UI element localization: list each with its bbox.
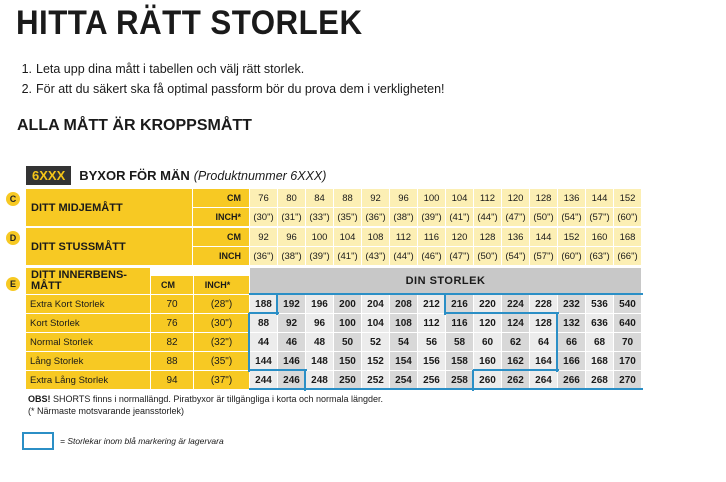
size-value: 250 xyxy=(334,371,361,389)
size-value: 44 xyxy=(250,333,277,351)
size-value: 100 xyxy=(334,314,361,332)
size-value: 148 xyxy=(306,352,333,370)
midje-inch-value: (30") xyxy=(250,208,277,226)
size-value: 70 xyxy=(614,333,641,351)
midje-cm-value: 104 xyxy=(446,189,473,207)
size-value: 48 xyxy=(306,333,333,351)
length-cm: 76 xyxy=(151,314,193,332)
midje-label: DITT MIDJEMÅTT xyxy=(26,189,192,226)
stuss-cm-value: 160 xyxy=(586,228,613,246)
size-value: 192 xyxy=(278,295,305,313)
innerben-label-line: DITT INNERBENS- xyxy=(31,269,127,281)
size-value: 540 xyxy=(614,295,641,313)
size-value: 158 xyxy=(446,352,473,370)
size-value: 88 xyxy=(250,314,277,332)
stuss-cm-value: 136 xyxy=(502,228,529,246)
size-value: 258 xyxy=(446,371,473,389)
length-cm: 70 xyxy=(151,295,193,313)
size-value: 168 xyxy=(586,352,613,370)
midje-inch-value: (44") xyxy=(474,208,501,226)
size-value: 108 xyxy=(390,314,417,332)
stock-legend-swatch xyxy=(22,432,54,450)
midje-inch-value: (33") xyxy=(306,208,333,226)
size-value: 56 xyxy=(418,333,445,351)
stock-outline-segment xyxy=(333,293,363,295)
length-inch: (30") xyxy=(194,314,249,332)
midje-inch-value: (31") xyxy=(278,208,305,226)
midje-inch-value: (60") xyxy=(614,208,641,226)
instruction-text: Leta upp dina mått i tabellen och välj rätt storlek. xyxy=(36,62,305,76)
stuss-inch-value: (50") xyxy=(474,247,501,265)
stock-outline-segment xyxy=(556,351,558,372)
midje-inch-value: (50") xyxy=(530,208,557,226)
midje-cm-value: 76 xyxy=(250,189,277,207)
stuss-unit-inch: INCH xyxy=(193,247,249,265)
size-value: 104 xyxy=(362,314,389,332)
size-value: 166 xyxy=(558,352,585,370)
size-value: 152 xyxy=(362,352,389,370)
stuss-cm-value: 104 xyxy=(334,228,361,246)
badge-c-icon: C xyxy=(6,192,20,206)
size-value: 68 xyxy=(586,333,613,351)
size-value: 128 xyxy=(530,314,557,332)
stuss-inch-value: (43") xyxy=(362,247,389,265)
midje-inch-value: (57") xyxy=(586,208,613,226)
stuss-cm-value: 92 xyxy=(250,228,277,246)
size-value: 92 xyxy=(278,314,305,332)
size-header: DIN STORLEK xyxy=(250,268,641,294)
size-value: 200 xyxy=(334,295,361,313)
stuss-cm-value: 116 xyxy=(418,228,445,246)
stock-outline-segment xyxy=(277,369,307,371)
stock-outline-segment xyxy=(585,293,615,295)
size-value: 150 xyxy=(334,352,361,370)
midje-cm-value: 100 xyxy=(418,189,445,207)
size-value: 46 xyxy=(278,333,305,351)
stock-outline-segment xyxy=(389,388,419,390)
length-cm: 88 xyxy=(151,352,193,370)
stuss-inch-value: (44") xyxy=(390,247,417,265)
size-value: 246 xyxy=(278,371,305,389)
stock-outline-segment xyxy=(585,388,615,390)
stock-outline-segment xyxy=(276,294,278,315)
stuss-cm-value: 100 xyxy=(306,228,333,246)
stock-outline-segment xyxy=(473,388,503,390)
size-value: 162 xyxy=(502,352,529,370)
midje-cm-value: 128 xyxy=(530,189,557,207)
midje-cm-value: 80 xyxy=(278,189,305,207)
stuss-cm-value: 144 xyxy=(530,228,557,246)
stock-outline-segment xyxy=(249,388,279,390)
midje-unit-inch: INCH* xyxy=(193,208,249,226)
product-code: 6XXX xyxy=(26,166,71,185)
badge-d-icon: D xyxy=(6,231,20,245)
size-value: 270 xyxy=(614,371,641,389)
stock-outline-segment xyxy=(556,313,558,334)
size-value: 262 xyxy=(502,371,529,389)
stock-outline-segment xyxy=(501,388,531,390)
size-value: 264 xyxy=(530,371,557,389)
stuss-inch-value: (36") xyxy=(250,247,277,265)
stock-outline-segment xyxy=(248,313,250,334)
stock-outline-segment xyxy=(529,293,559,295)
product-header xyxy=(26,166,326,185)
midje-inch-value: (54") xyxy=(558,208,585,226)
badge-e-icon: E xyxy=(6,277,20,291)
innerben-unit-inch: INCH* xyxy=(194,276,249,294)
length-label: Normal Storlek xyxy=(26,333,150,351)
stock-outline-segment xyxy=(501,293,531,295)
size-value: 248 xyxy=(306,371,333,389)
stock-outline-segment xyxy=(473,312,503,314)
midje-inch-value: (39") xyxy=(418,208,445,226)
stuss-inch-value: (54") xyxy=(502,247,529,265)
note-line-2: (* Närmaste motsvarande jeansstorlek) xyxy=(28,406,185,416)
size-value: 64 xyxy=(530,333,557,351)
size-value: 164 xyxy=(530,352,557,370)
size-value: 212 xyxy=(418,295,445,313)
size-value: 224 xyxy=(502,295,529,313)
stock-outline-segment xyxy=(472,370,474,391)
stuss-cm-value: 108 xyxy=(362,228,389,246)
midje-cm-value: 112 xyxy=(474,189,501,207)
stock-outline-segment xyxy=(389,293,419,295)
size-value: 54 xyxy=(390,333,417,351)
length-cm: 82 xyxy=(151,333,193,351)
stuss-cm-value: 96 xyxy=(278,228,305,246)
size-value: 636 xyxy=(586,314,613,332)
stock-outline-segment xyxy=(361,388,391,390)
stock-outline-segment xyxy=(417,293,447,295)
length-inch: (32") xyxy=(194,333,249,351)
length-label: Lång Storlek xyxy=(26,352,150,370)
size-value: 170 xyxy=(614,352,641,370)
stuss-inch-value: (38") xyxy=(278,247,305,265)
midje-cm-value: 96 xyxy=(390,189,417,207)
length-label: Extra Kort Storlek xyxy=(26,295,150,313)
size-value: 112 xyxy=(418,314,445,332)
innerben-label-line: MÅTT xyxy=(31,280,62,292)
instruction-2 xyxy=(10,82,445,96)
stuss-label: DITT STUSSMÅTT xyxy=(26,228,192,265)
size-value: 254 xyxy=(390,371,417,389)
length-label: Kort Storlek xyxy=(26,314,150,332)
length-inch: (28") xyxy=(194,295,249,313)
size-value: 196 xyxy=(306,295,333,313)
midje-cm-value: 144 xyxy=(586,189,613,207)
stuss-cm-value: 120 xyxy=(446,228,473,246)
size-value: 260 xyxy=(474,371,501,389)
stock-outline-segment xyxy=(445,312,475,314)
size-value: 132 xyxy=(558,314,585,332)
size-value: 50 xyxy=(334,333,361,351)
stock-outline-segment xyxy=(501,312,531,314)
size-value: 252 xyxy=(362,371,389,389)
size-value: 268 xyxy=(586,371,613,389)
stock-outline-segment xyxy=(249,312,279,314)
stock-outline-segment xyxy=(305,293,335,295)
size-value: 160 xyxy=(474,352,501,370)
stock-outline-segment xyxy=(529,388,559,390)
stuss-cm-value: 152 xyxy=(558,228,585,246)
stock-outline-segment xyxy=(333,388,363,390)
obs-label: OBS! xyxy=(28,394,51,404)
size-value: 220 xyxy=(474,295,501,313)
stock-outline-segment xyxy=(417,388,447,390)
stock-legend-text: = Storlekar inom blå markering är lagervara xyxy=(60,436,224,446)
midje-cm-value: 152 xyxy=(614,189,641,207)
stock-outline-segment xyxy=(304,370,306,391)
length-inch: (37") xyxy=(194,371,249,389)
length-inch: (35") xyxy=(194,352,249,370)
stuss-inch-value: (66") xyxy=(614,247,641,265)
innerben-label xyxy=(26,268,150,294)
size-value: 120 xyxy=(474,314,501,332)
stock-outline-segment xyxy=(613,388,643,390)
stuss-inch-value: (57") xyxy=(530,247,557,265)
stock-outline-segment xyxy=(557,388,587,390)
size-value: 216 xyxy=(446,295,473,313)
size-value: 204 xyxy=(362,295,389,313)
stock-outline-segment xyxy=(305,388,335,390)
stock-outline-segment xyxy=(529,369,559,371)
size-value: 256 xyxy=(418,371,445,389)
stock-outline-segment xyxy=(556,332,558,353)
instruction-1 xyxy=(10,62,304,76)
stock-outline-segment xyxy=(277,293,307,295)
stock-outline-segment xyxy=(249,293,279,295)
size-value: 58 xyxy=(446,333,473,351)
stock-outline-segment xyxy=(473,293,503,295)
stock-outline-segment xyxy=(277,388,307,390)
midje-cm-value: 84 xyxy=(306,189,333,207)
innerben-unit-cm: CM xyxy=(151,276,193,294)
stuss-unit-cm: CM xyxy=(193,228,249,246)
product-title: BYXOR FÖR MÄN xyxy=(79,168,190,183)
stock-outline-segment xyxy=(249,369,279,371)
instruction-number: 2. xyxy=(21,82,32,96)
stuss-inch-value: (39") xyxy=(306,247,333,265)
stuss-inch-value: (63") xyxy=(586,247,613,265)
stock-outline-segment xyxy=(248,332,250,353)
midje-inch-value: (41") xyxy=(446,208,473,226)
stock-outline-segment xyxy=(248,351,250,372)
size-value: 208 xyxy=(390,295,417,313)
size-value: 96 xyxy=(306,314,333,332)
midje-inch-value: (47") xyxy=(502,208,529,226)
midje-inch-value: (36") xyxy=(362,208,389,226)
length-label: Extra Lång Storlek xyxy=(26,371,150,389)
stuss-inch-value: (46") xyxy=(418,247,445,265)
stuss-inch-value: (41") xyxy=(334,247,361,265)
midje-inch-value: (35") xyxy=(334,208,361,226)
stock-outline-segment xyxy=(613,293,643,295)
size-value: 232 xyxy=(558,295,585,313)
size-value: 62 xyxy=(502,333,529,351)
size-value: 144 xyxy=(250,352,277,370)
size-value: 228 xyxy=(530,295,557,313)
stock-outline-segment xyxy=(557,293,587,295)
size-value: 244 xyxy=(250,371,277,389)
stock-outline-segment xyxy=(445,293,475,295)
length-cm: 94 xyxy=(151,371,193,389)
size-value: 156 xyxy=(418,352,445,370)
stock-outline-segment xyxy=(529,312,559,314)
instruction-number: 1. xyxy=(21,62,32,76)
midje-cm-value: 92 xyxy=(362,189,389,207)
size-value: 146 xyxy=(278,352,305,370)
note-line-1 xyxy=(28,394,383,404)
size-value: 66 xyxy=(558,333,585,351)
product-subtitle: (Produktnummer 6XXX) xyxy=(193,168,327,183)
size-value: 154 xyxy=(390,352,417,370)
stock-outline-segment xyxy=(361,293,391,295)
size-value: 536 xyxy=(586,295,613,313)
stock-outline-segment xyxy=(501,369,531,371)
size-value: 266 xyxy=(558,371,585,389)
midje-cm-value: 120 xyxy=(502,189,529,207)
stuss-cm-value: 112 xyxy=(390,228,417,246)
stock-outline-segment xyxy=(473,369,503,371)
stuss-inch-value: (47") xyxy=(446,247,473,265)
instruction-text: För att du säkert ska få optimal passform bör du prova dem i verkligheten! xyxy=(36,82,445,96)
size-value: 52 xyxy=(362,333,389,351)
midje-cm-value: 88 xyxy=(334,189,361,207)
size-value: 116 xyxy=(446,314,473,332)
stock-outline-segment xyxy=(444,294,446,315)
midje-inch-value: (38") xyxy=(390,208,417,226)
stock-outline-segment xyxy=(445,388,475,390)
size-value: 124 xyxy=(502,314,529,332)
size-value: 60 xyxy=(474,333,501,351)
note-text: SHORTS finns i normallängd. Piratbyxor är tillgängliga i korta och normala längder. xyxy=(53,394,384,404)
size-value: 188 xyxy=(250,295,277,313)
stuss-inch-value: (60") xyxy=(558,247,585,265)
section-subtitle: ALLA MÅTT ÄR KROPPSMÅTT xyxy=(17,117,252,134)
midje-unit-cm: CM xyxy=(193,189,249,207)
midje-cm-value: 136 xyxy=(558,189,585,207)
size-value: 640 xyxy=(614,314,641,332)
stuss-cm-value: 168 xyxy=(614,228,641,246)
stuss-cm-value: 128 xyxy=(474,228,501,246)
page-title: HITTA RÄTT STORLEK xyxy=(16,4,363,42)
